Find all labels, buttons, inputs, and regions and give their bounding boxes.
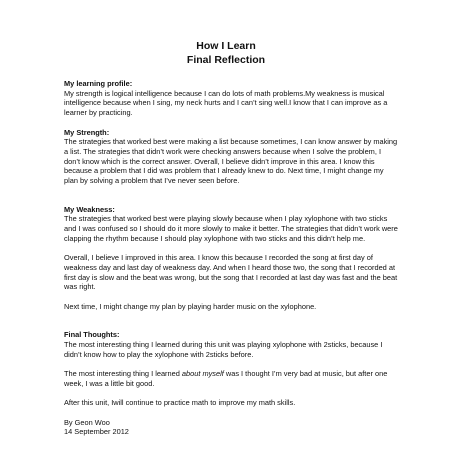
final-paragraph-3: After this unit, Iwill continue to practice math to improve my math skills. [64,398,296,408]
final-p2-end: was I thought I’m very bad at music, but after one week, I was a little bit good. [64,369,388,388]
profile-text: My strength is logical intelligence because I can do lots of math problems.My weakness is musical intelligence because when I sing, my neck hurts and I can’t sing well.I know that I can improve as a learner by practicing. [64,88,388,118]
section-heading-weakness: My Weakness: [64,204,115,214]
weakness-paragraph-2: Overall, I believe I improved in this area. I know this because I recorded the song at first day of weakness day and last day of weakness day. And when I heard those two, the song that I recorded at first day is slow and the beat was wrong, but the song that I recorded at last day was fast and the beat was right. [64,253,398,292]
strength-text: The strategies that worked best were making a list because sometimes, I can know answer by making a list. The strategies that didn’t work were checking answers because when I solve the problem, I don’t know which is the correct answer. Overall, I believe didn’t improve in this area. I know this because a problem that I did was problem that I already knew to do. Next time, I might change my plan by solving a problem that I’ve never seen before. [64,137,398,186]
section-heading-strength: My Strength: [64,127,110,137]
section-heading-final: Final Thoughts: [64,330,120,340]
final-p2-emphasis: about myself [181,369,224,379]
document-subtitle: Final Reflection [186,54,266,66]
signature-block [64,418,398,437]
document-body [64,79,398,437]
signature-author: By Geon Woo [64,417,110,427]
weakness-paragraph-3: Next time, I might change my plan by playing harder music on the xylophone. [64,301,317,311]
final-paragraph-2 [64,369,398,388]
section-strength [64,128,398,186]
section-weakness [64,205,398,312]
weakness-paragraph-1: The strategies that worked best were playing slowly because when I play xylophone with two sticks and I was confused so I should do it more slowly to make it better. The strategies that didn’t work were clapping the rhythm because I should play xylophone with two sticks and this didn’t help me. [64,214,398,243]
final-p2-start: The most interesting thing I learned [64,369,182,379]
document-title: How I Learn [196,40,256,52]
section-learning-profile [64,79,398,118]
section-heading-profile: My learning profile: [64,79,133,88]
signature-date: 14 September 2012 [64,427,129,437]
section-final-thoughts [64,330,398,408]
final-paragraph-1: The most interesting thing I learned during this unit was playing xylophone with 2sticks, because I didn’t know how to play the xylophone with 2sticks before. [64,340,383,359]
